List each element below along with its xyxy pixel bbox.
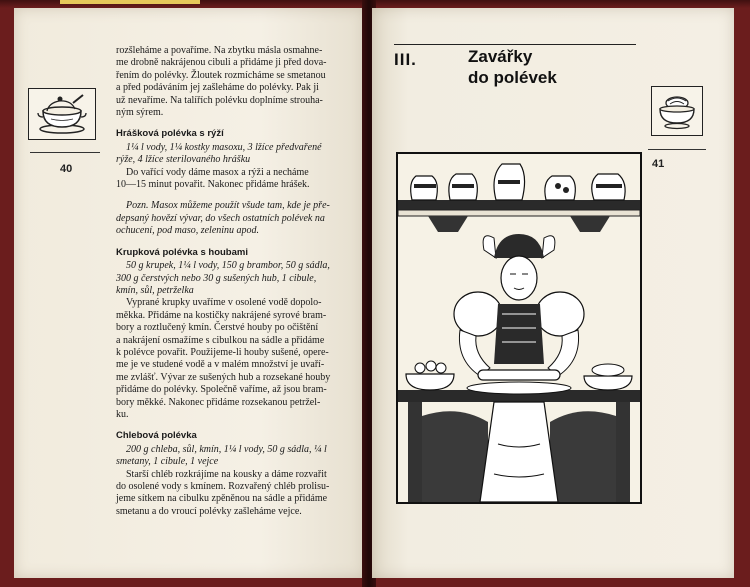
left-text-column — [116, 45, 352, 518]
method-line: do osolené vody s kmínem. Rozvařený chléb prolisu- — [116, 481, 330, 492]
soup-tureen-icon — [28, 88, 96, 140]
chapter-title-line: Zavářky — [468, 47, 533, 66]
ingredients-line: kmín, sůl, petrželka — [116, 284, 194, 296]
method-line: Do vařící vody dáme masox a rýži a necháme — [126, 166, 309, 178]
bookmark-ribbon — [60, 0, 200, 4]
ingredients-line: 200 g chleba, sůl, kmín, 1¼ l vody, 50 g sádla, ¼ l — [126, 443, 327, 455]
chapter-title — [468, 46, 557, 88]
page-number-left: 40 — [60, 163, 73, 175]
ingredients-line: smetany, 1 cibule, 1 vejce — [116, 456, 219, 468]
method-line: jeme sítkem na cibulku zpěněnou na sádle a přidáme — [116, 493, 328, 505]
recipe-title: Chlebová polévka — [116, 430, 197, 442]
method-line: ku. — [116, 408, 129, 420]
method-line: k polévce povařit. Použijeme-li houby sušené, opere- — [116, 346, 329, 358]
text-line: řením do polévky. Žloutek rozmícháme se smetanou — [116, 69, 326, 81]
chapter-title-line: do polévek — [468, 68, 557, 87]
text-line: ným sýrem. — [116, 107, 164, 119]
bowl-with-bread-icon — [651, 86, 703, 136]
ingredients-line: rýže, 4 lžíce sterilovaného hrášku — [116, 154, 251, 166]
method-line: bory a roztlučený kmín. Čerstvé houby po očištění — [116, 322, 319, 334]
recipe-title: Hrášková polévka s rýží — [116, 128, 224, 140]
recipe-title: Krupková polévka s houbami — [116, 246, 248, 258]
intro-paragraph — [116, 45, 352, 119]
method-line: měkka. Přidáme na kostičky nakrájené syrové bram- — [116, 309, 327, 321]
method-line: me zvlášť. Vývar ze sušených hub a rozsekané houby — [116, 371, 331, 383]
text-line: rozšleháme a povaříme. Na zbytku másla osmahne- — [116, 45, 323, 56]
text-line: už nevaříme. Na talířích polévku doplníme strouha- — [116, 94, 323, 106]
method-line: smetanu a do vroucí polévky zašleháme vejce. — [116, 505, 302, 517]
method-line: přidáme do polévky. Společně vaříme, až jsou bram- — [116, 384, 327, 396]
method-line: Vyprané krupky uvaříme v osolené vodě dopolo- — [126, 297, 322, 309]
method-line: me je ve studené vodě a v malém množství je uvaří- — [116, 359, 325, 371]
chapter-rule — [394, 44, 636, 45]
left-margin-rule — [30, 152, 100, 153]
ingredients-line: 300 g čerstvých nebo 30 g sušených hub, 1 cibule, — [116, 272, 317, 284]
note-line: ochucení, pod maso, zeleninu apod. — [116, 225, 260, 237]
method-line: Starší chléb rozkrájíme na kousky a dáme rozvařit — [126, 468, 327, 480]
method-line: 10—15 minut povařit. Nakonec přidáme hrášek. — [116, 179, 310, 191]
ingredients-line: 50 g krupek, 1¼ l vody, 150 g brambor, 50 g sádla, — [126, 260, 330, 272]
text-line: a před podáváním jej zašleháme do polévky. Pak ji — [116, 82, 319, 94]
woman-kneading-dough-illustration — [396, 152, 642, 504]
note-line: Pozn. Masox můžeme použít všude tam, kde je pře- — [126, 200, 330, 212]
note-line: depsaný hovězí vývar, do všech ostatních polévek na — [116, 212, 325, 224]
page-number-right: 41 — [652, 158, 665, 170]
note-paragraph — [116, 200, 352, 237]
method-line: bory měkké. Nakonec přidáme rozsekanou petržel- — [116, 396, 321, 408]
ingredients-line: 1¼ l vody, 1¼ kostky masoxu, 3 lžíce předvařené — [126, 141, 322, 153]
text-line: me drobně nakrájenou cibuli a přidáme ji před dova- — [116, 57, 327, 69]
right-margin-rule — [648, 149, 706, 150]
method-line: a nakrájení osmažíme s cibulkou na sádle a přidáme — [116, 334, 325, 346]
chapter-number: III. — [394, 50, 417, 69]
